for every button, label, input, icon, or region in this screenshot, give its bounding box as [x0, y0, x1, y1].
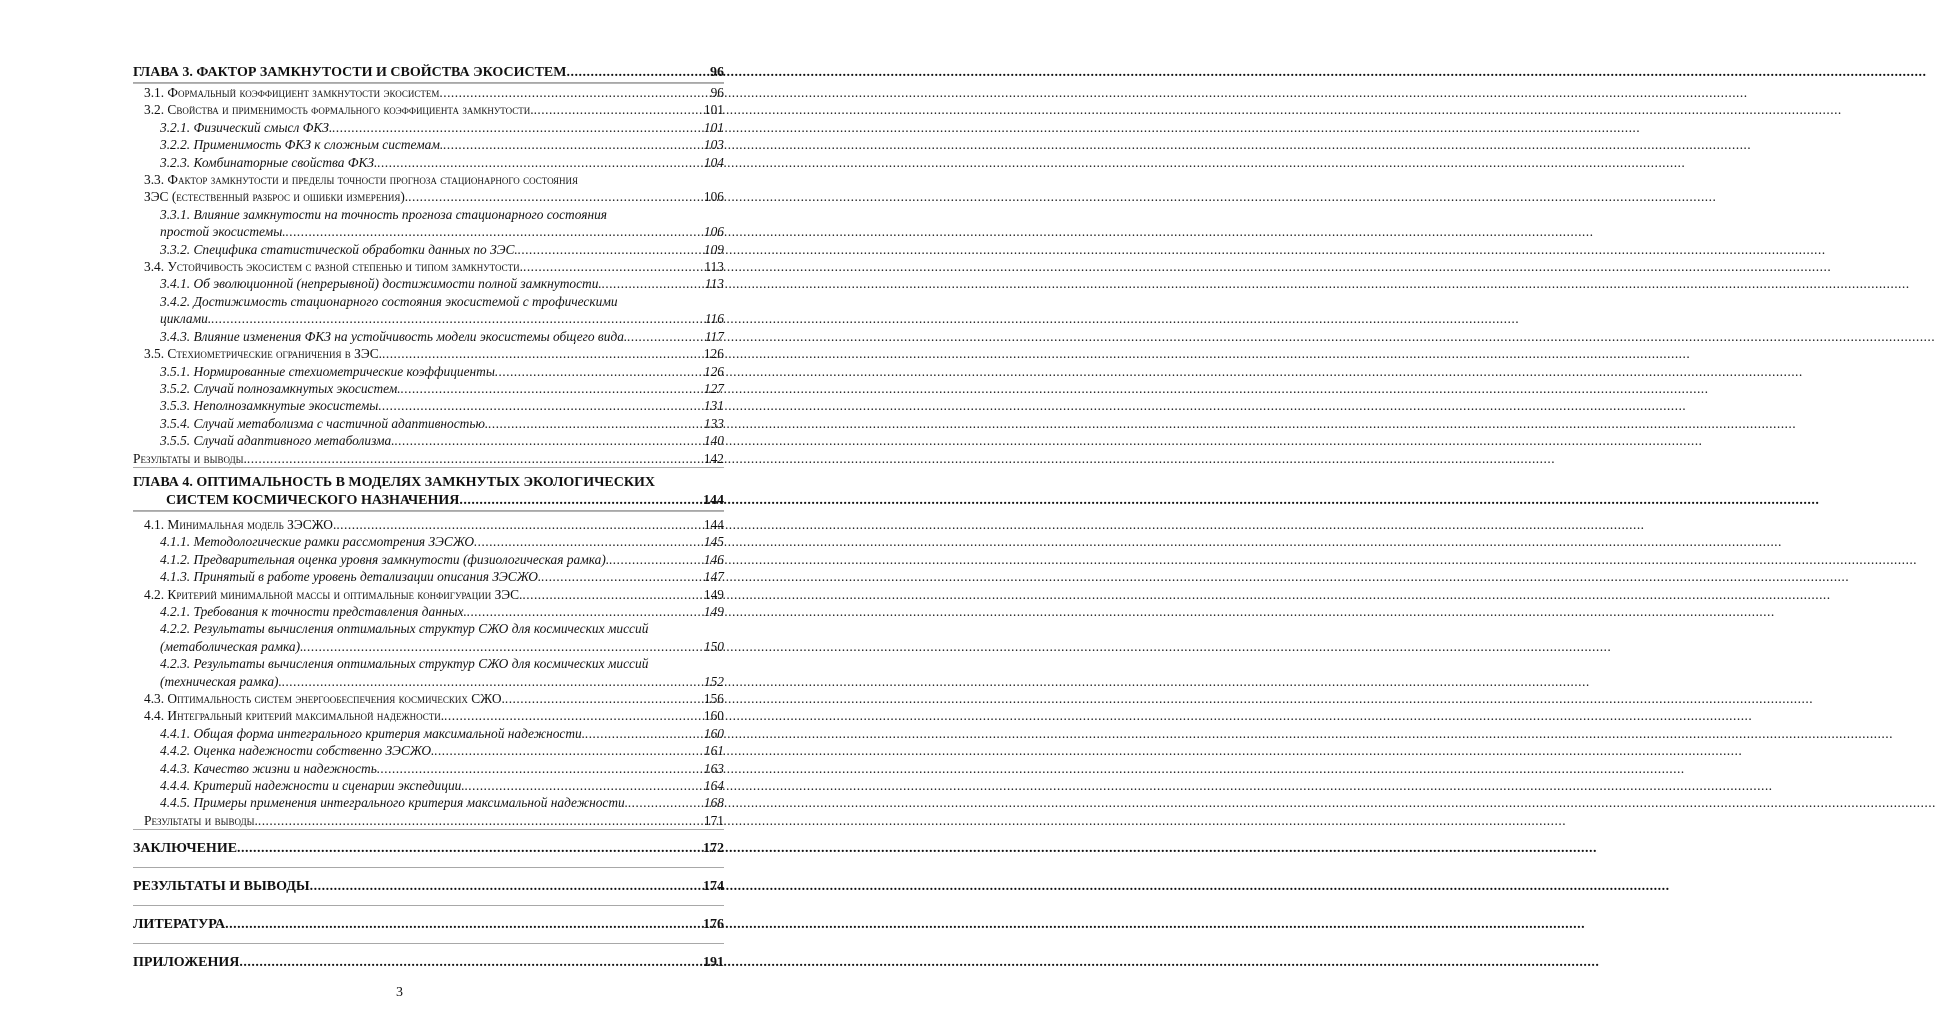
- toc-entry-page: 156: [703, 691, 724, 706]
- toc-leader: [495, 363, 703, 380]
- toc-entry: [133, 345, 724, 362]
- toc-entry-title: 3.4. Устойчивость экосистем с разной степенью и типом замкнутости.: [144, 259, 523, 275]
- toc-entry: [133, 812, 724, 829]
- toc-entry-page: 144: [703, 492, 724, 508]
- toc-entry: [133, 742, 724, 759]
- toc-entry-page: 106: [703, 224, 724, 240]
- toc-entry-page: 142: [703, 450, 724, 466]
- toc-entry-title: 4.1.2. Предварительная оценка уровня замкнутости (физиологическая рамка).: [160, 551, 610, 567]
- toc-leader: [459, 492, 702, 510]
- toc-leader: [286, 223, 703, 240]
- toc-entry-page: 176: [703, 917, 724, 933]
- toc-entry: [133, 777, 724, 794]
- toc-entry: [133, 620, 724, 655]
- toc-entry: [133, 154, 724, 171]
- toc-entry-title: 3.3.2. Специфика статистической обработки данных по ЗЭС.: [160, 241, 518, 257]
- toc-entry-continuation: [160, 310, 724, 327]
- toc-entry-page: 149: [703, 586, 724, 602]
- toc-entry-continuation: [144, 188, 724, 205]
- toc-entry: [133, 84, 724, 101]
- toc-entry-continuation: [133, 492, 724, 510]
- toc-entry-title: 3.3. Фактор замкнутости и пределы точности прогноза стационарного состояния: [144, 172, 579, 188]
- toc-entry-page: 150: [703, 638, 724, 654]
- toc-entry: [133, 363, 724, 380]
- toc-entry: [133, 64, 724, 82]
- toc-leader: [258, 812, 703, 829]
- toc-entry-title: 3.2. Свойства и применимость формального коэффициента замкнутости.: [144, 102, 534, 118]
- toc-entry-title: СИСТЕМ КОСМИЧЕСКОГО НАЗНАЧЕНИЯ: [166, 492, 460, 508]
- toc-entry: [133, 878, 724, 896]
- toc-entry-page: 171: [703, 812, 724, 828]
- toc-leader: [541, 568, 703, 585]
- toc-entry-title: (метаболическая рамка).: [160, 638, 304, 654]
- toc-entry-title: ЗАКЛЮЧЕНИЕ: [133, 841, 238, 857]
- toc-entry-title: ГЛАВА 3. ФАКТОР ЗАМКНУТОСТИ И СВОЙСТВА ЭКОСИСТЕМ: [133, 65, 567, 80]
- toc-entry-page: 126: [703, 346, 724, 362]
- toc-entry: [133, 206, 724, 241]
- toc-entry-title: 4.2.1. Требования к точности представления данных.: [160, 603, 467, 619]
- toc-entry-page: 145: [703, 534, 724, 550]
- toc-entry: [133, 516, 724, 533]
- toc-leader: [602, 275, 704, 292]
- toc-leader: [239, 954, 702, 972]
- toc-leader: [332, 119, 703, 136]
- toc-entry: [133, 171, 724, 206]
- toc-entry-title: 4.2.2. Результаты вычисления оптимальных структур СЖО для космических миссий: [160, 621, 649, 637]
- toc-entry-title: 4.4.5. Примеры применения интегрального критерия максимальной надежности.: [160, 795, 629, 811]
- toc-entry-page: 109: [703, 241, 724, 257]
- toc-entry-title: 4.2. Критерий минимальной массы и оптимальные конфигурации ЗЭС.: [144, 586, 523, 602]
- toc-entry-page: 133: [703, 415, 724, 431]
- toc-leader: [628, 794, 703, 811]
- toc-leader: [434, 742, 703, 759]
- toc-entry: [133, 707, 724, 724]
- toc-entry-title: простой экосистемы.: [160, 224, 286, 240]
- toc-leader: [401, 380, 703, 397]
- toc-entry: [133, 136, 724, 153]
- toc-leader: [439, 84, 709, 101]
- toc-entry-page: 160: [703, 708, 724, 724]
- toc-entry: [133, 840, 724, 858]
- toc-entry-title: РЕЗУЛЬТАТЫ И ВЫВОДЫ: [133, 879, 310, 895]
- toc-entry-page: 96: [710, 65, 724, 80]
- toc-leader: [627, 328, 704, 345]
- toc-entry-page: 104: [703, 154, 724, 170]
- toc-entry: [133, 119, 724, 136]
- toc-entry: [133, 380, 724, 397]
- toc-entry-page: 163: [703, 760, 724, 776]
- chapter-3-entries: [133, 83, 724, 468]
- toc-entry: [133, 568, 724, 585]
- toc-leader: [465, 777, 703, 794]
- toc-entry-title: ПРИЛОЖЕНИЯ: [133, 955, 240, 971]
- toc-entry-title: ГЛАВА 4. ОПТИМАЛЬНОСТЬ В МОДЕЛЯХ ЗАМКНУТЫХ ЭКОЛОГИЧЕСКИХ: [133, 474, 655, 490]
- toc-leader: [523, 258, 703, 275]
- toc-entry: [133, 690, 724, 707]
- toc-leader: [474, 533, 703, 550]
- toc-entry-title: 3.1. Формальный коэффициент замкнутости экосистем: [144, 85, 440, 100]
- toc-leader: [566, 64, 709, 82]
- toc-entry-continuation: [160, 638, 724, 655]
- toc-entry-page: 131: [703, 398, 724, 414]
- toc-entry: [133, 101, 724, 118]
- toc-leader: [505, 690, 703, 707]
- toc-entry-title: 3.5.3. Неполнозамкнутые экосистемы: [160, 398, 379, 414]
- toc-entry-title: 3.4.1. Об эволюционной (непрерывной) достижимости полной замкнутости.: [160, 276, 602, 292]
- toc-entry-title: (техническая рамка).: [160, 673, 282, 689]
- appendices-entry: [133, 944, 724, 981]
- toc-entry-title: 4.3. Оптимальность систем энергообеспечения космических СЖО.: [144, 691, 505, 706]
- toc-entry: [133, 586, 724, 603]
- toc-entry: [133, 655, 724, 690]
- toc-entry-page: 160: [703, 725, 724, 741]
- toc-leader: [282, 673, 703, 690]
- toc-entry: [133, 258, 724, 275]
- toc-entry-title: 4.1. Минимальная модель ЗЭСЖО.: [144, 516, 337, 532]
- toc-entry-title: 4.4.1. Общая форма интегрального критерия максимальной надежности.: [160, 725, 586, 741]
- literature-entry: [133, 906, 724, 944]
- toc-leader: [609, 551, 703, 568]
- toc-entry-page: 152: [703, 673, 724, 689]
- toc-entry-title: 4.2.3. Результаты вычисления оптимальных структур СЖО для космических миссий: [160, 656, 649, 672]
- toc-leader: [444, 707, 703, 724]
- toc-leader: [382, 345, 703, 362]
- toc-leader: [522, 586, 703, 603]
- toc-leader: [303, 638, 702, 655]
- toc-entry-title: 4.1.3. Принятый в работе уровень детализации описания ЗЭСЖО.: [160, 569, 542, 585]
- toc-entry-title: 4.1.1. Методологические рамки рассмотрения ЗЭСЖО: [160, 534, 475, 550]
- toc-entry-title: 4.4.2. Оценка надежности собственно ЗЭСЖО.: [160, 743, 435, 759]
- toc-leader: [488, 415, 703, 432]
- toc-entry-title: 3.5.2. Случай полнозамкнутых экосистем.: [160, 380, 401, 396]
- toc-entry-page: 191: [703, 955, 724, 971]
- toc-entry-title: 4.4.4. Критерий надежности и сценарии экспедиции.: [160, 778, 465, 794]
- toc-entry-title: 3.4.3. Влияние изменения ФКЗ на устойчивость модели экосистемы общего вида.: [160, 328, 628, 344]
- toc-entry-title: Результаты и выводы.: [133, 450, 247, 466]
- toc-entry-page: 161: [703, 743, 724, 759]
- toc-leader: [395, 432, 703, 449]
- toc-entry-title: 4.4. Интегральный критерий максимальной надежности.: [144, 708, 445, 724]
- toc-entry-title: ЗЭС (естественный разброс и ошибки измерения).: [144, 189, 409, 205]
- page-number: 3: [396, 985, 403, 1000]
- toc-entry-page: 96: [710, 85, 724, 100]
- toc-entry-page: 116: [704, 311, 724, 327]
- table-of-contents: [133, 64, 724, 981]
- toc-entry-page: 140: [703, 433, 724, 449]
- toc-leader: [467, 603, 703, 620]
- toc-entry-page: 117: [704, 328, 724, 344]
- toc-entry-continuation: [160, 223, 724, 240]
- toc-leader: [237, 840, 702, 858]
- results-entry: [133, 868, 724, 906]
- toc-leader: [211, 310, 704, 327]
- toc-entry-title: 3.5.5. Случай адаптивного метаболизма.: [160, 433, 395, 449]
- toc-entry-title: 3.2.3. Комбинаторные свойства ФКЗ.: [160, 154, 378, 170]
- toc-entry-page: 164: [703, 778, 724, 794]
- toc-entry-page: 168: [703, 795, 724, 811]
- toc-entry: [133, 450, 724, 467]
- toc-entry-title: 4.4.3. Качество жизни и надежность: [160, 760, 377, 776]
- toc-entry: [133, 916, 724, 934]
- toc-entry-title: 3.5.1. Нормированные стехиометрические коэффициенты: [160, 363, 495, 379]
- toc-entry-continuation: [160, 673, 724, 690]
- toc-entry-title: циклами.: [160, 311, 212, 327]
- toc-entry: [133, 603, 724, 620]
- toc-entry-page: 106: [703, 189, 724, 205]
- toc-entry-page: 126: [703, 363, 724, 379]
- toc-entry-title: 3.5. Стехиометрические ограничения в ЗЭС.: [144, 346, 382, 362]
- toc-leader: [247, 450, 703, 467]
- toc-entry: [133, 415, 724, 432]
- toc-entry-title: ЛИТЕРАТУРА: [133, 917, 226, 933]
- toc-leader: [377, 154, 702, 171]
- toc-leader: [336, 516, 703, 533]
- toc-entry-title: 3.3.1. Влияние замкнутости на точность прогноза стационарного состояния: [160, 206, 608, 222]
- toc-entry-page: 144: [703, 516, 724, 532]
- toc-entry-page: 127: [703, 380, 724, 396]
- toc-entry: [133, 794, 724, 811]
- toc-leader: [534, 101, 703, 118]
- toc-entry: [133, 241, 724, 258]
- toc-leader: [585, 725, 703, 742]
- toc-entry-page: 103: [703, 137, 724, 153]
- toc-entry: [133, 551, 724, 568]
- toc-entry: [133, 760, 724, 777]
- toc-leader: [225, 916, 702, 934]
- toc-entry-title: 3.4.2. Достижимость стационарного состояния экосистемой с трофическими: [160, 293, 618, 309]
- toc-entry: [133, 432, 724, 449]
- toc-entry: [133, 954, 724, 972]
- toc-entry-page: 101: [703, 119, 724, 135]
- toc-entry: [133, 533, 724, 550]
- chapter-3-heading: [133, 64, 724, 83]
- toc-entry: [133, 293, 724, 328]
- toc-entry: [133, 397, 724, 414]
- toc-leader: [408, 188, 703, 205]
- toc-leader: [377, 760, 703, 777]
- chapter-4-entries: [133, 511, 724, 830]
- conclusion-entry: [133, 830, 724, 868]
- toc-entry: [133, 275, 724, 292]
- toc-leader: [310, 878, 702, 896]
- chapter-4-heading: [133, 468, 724, 511]
- toc-entry-title: 3.5.4. Случай метаболизма с частичной адаптивностью.: [160, 415, 489, 431]
- toc-entry-title: 3.2.1. Физический смысл ФКЗ.: [160, 119, 333, 135]
- toc-entry-page: 149: [703, 603, 724, 619]
- toc-entry-page: 172: [703, 841, 724, 857]
- toc-entry: [133, 328, 724, 345]
- toc-entry-page: 113: [704, 259, 724, 275]
- toc-entry: [133, 474, 724, 510]
- toc-leader: [443, 136, 703, 153]
- toc-leader: [378, 397, 703, 414]
- toc-entry-page: 147: [703, 569, 724, 585]
- toc-leader: [518, 241, 703, 258]
- toc-entry: [133, 725, 724, 742]
- toc-entry-page: 113: [704, 276, 724, 292]
- toc-entry-page: 174: [703, 879, 724, 895]
- toc-entry-title: Результаты и выводы.: [144, 812, 258, 828]
- toc-entry-page: 101: [703, 102, 724, 118]
- toc-entry-title: 3.2.2. Применимость ФКЗ к сложным системам.: [160, 137, 444, 153]
- toc-entry-page: 146: [703, 551, 724, 567]
